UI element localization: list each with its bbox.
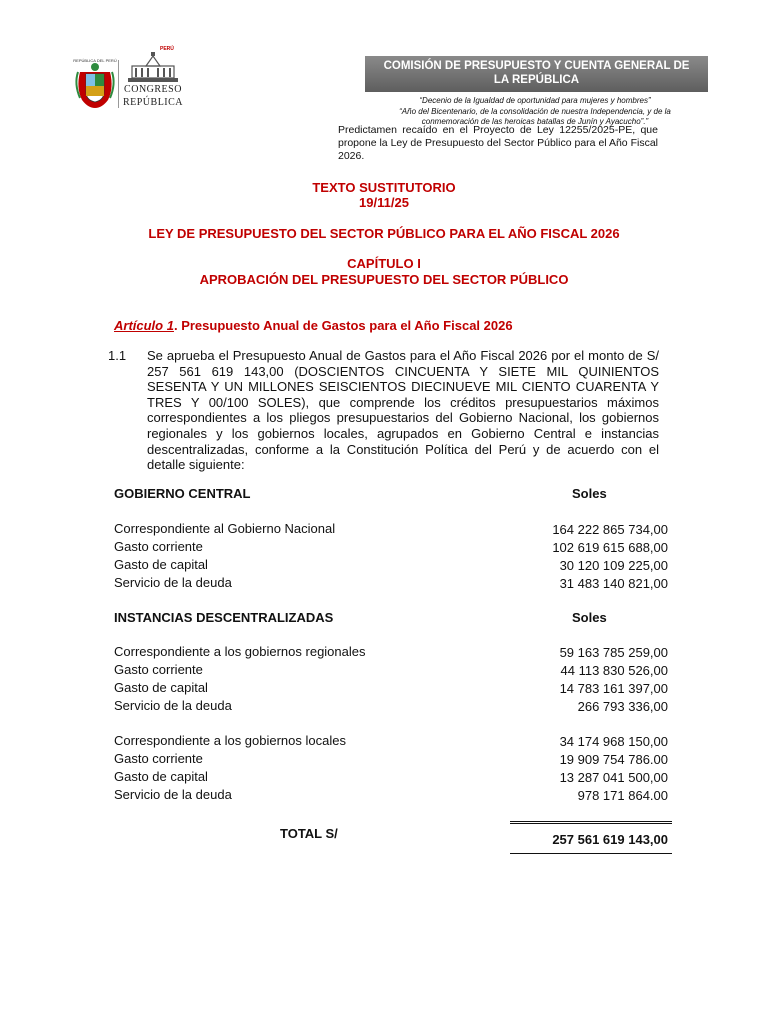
article-title-text: . Presupuesto Anual de Gastos para el Año Fiscal 2026 [173, 318, 513, 333]
total-double-rule [510, 821, 672, 824]
table-row-value: 30 120 109 225,00 [559, 558, 668, 573]
table-row-value: 102 619 615 688,00 [552, 540, 668, 555]
peru-coat-of-arms-icon [72, 58, 118, 110]
paragraph-number: 1.1 [108, 348, 127, 363]
law-title: LEY DE PRESUPUESTO DEL SECTOR PÚBLICO PARA EL AÑO FISCAL 2026 [148, 226, 620, 241]
peru-tag: PERÚ [160, 46, 174, 52]
gobierno-central-heading: GOBIERNO CENTRAL [114, 486, 251, 501]
table-row-label: Gasto de capital [114, 769, 208, 784]
total-bottom-rule [510, 853, 672, 854]
table-row-label: Gasto corriente [114, 662, 203, 677]
commission-banner [365, 56, 708, 92]
table-row-label: Servicio de la deuda [114, 575, 232, 590]
logo-divider [118, 60, 119, 108]
table-row-label: Gasto corriente [114, 751, 203, 766]
article-label: Artículo 1 [114, 318, 174, 333]
soles-column-heading: Soles [572, 610, 607, 625]
table-row-label: Gasto de capital [114, 557, 208, 572]
chapter-heading: CAPÍTULO I [347, 256, 421, 271]
table-row-value: 14 783 161 397,00 [559, 681, 668, 696]
table-row-value: 19 909 754 786.00 [559, 752, 668, 767]
commission-line-1: COMISIÓN DE PRESUPUESTO Y CUENTA GENERAL DE [383, 60, 690, 72]
table-row-value: 164 222 865 734,00 [552, 522, 668, 537]
table-row-value: 31 483 140 821,00 [559, 576, 668, 591]
table-row-value: 34 174 968 150,00 [559, 734, 668, 749]
chapter-title: APROBACIÓN DEL PRESUPUESTO DEL SECTOR PÚBLICO [199, 272, 569, 287]
table-row-label: Servicio de la deuda [114, 698, 232, 713]
article-title [114, 318, 513, 333]
table-row-value: 59 163 785 259,00 [559, 645, 668, 660]
total-value: 257 561 619 143,00 [552, 832, 668, 847]
table-row-label: Correspondiente a los gobiernos regionales [114, 644, 366, 659]
year-name: “Año del Bicentenario, de la consolidación de nuestra Independencia, y de la conmemoración de las heroicas batallas de Junín y Ayacucho”.” [399, 107, 671, 126]
paragraph-text: Se aprueba el Presupuesto Anual de Gastos para el Año Fiscal 2026 por el monto de S/ 257 561 619 143,00 (DOSCIENTOS CINCUENTA Y SIETE MIL QUINIENTOS SESENTA Y UN MILLONES SEISCIENTOS DIECINUEVE MIL CIENTO CUARENTA Y TRES Y 00/100 SOLES), que comprende los créditos presupuestarios máximos correspondientes a los pliegos presupuestarios del Gobierno Nacional, los gobiernos regionales y los gobiernos locales, agrupados en Gobierno Central e instancias descentralizadas, conforme a la Constitución Política del Perú y de acuerdo con el detalle siguiente: [147, 348, 659, 473]
table-row-label: Servicio de la deuda [114, 787, 232, 802]
table-row-label: Gasto de capital [114, 680, 208, 695]
decade-name: “Decenio de la Igualdad de oportunidad para mujeres y hombres” [419, 96, 651, 105]
texto-sustitutorio-heading: TEXTO SUSTITUTORIO [312, 180, 456, 195]
predictamen-note: Predictamen recaído en el Proyecto de Ley 12255/2025-PE, que propone la Ley de Presupuesto del Sector Público para el Año Fiscal 2026. [338, 124, 658, 162]
seal-caption: REPÚBLICA DEL PERÚ [73, 58, 117, 63]
instancias-heading: INSTANCIAS DESCENTRALIZADAS [114, 610, 334, 625]
table-row-value: 13 287 041 500,00 [559, 770, 668, 785]
total-label: TOTAL S/ [280, 826, 338, 841]
table-row-label: Correspondiente al Gobierno Nacional [114, 521, 336, 536]
table-row-label: Correspondiente a los gobiernos locales [114, 733, 346, 748]
soles-column-heading: Soles [572, 486, 607, 501]
republica-wordmark: REPÚBLICA [122, 97, 184, 108]
table-row-label: Gasto corriente [114, 539, 203, 554]
table-row-value: 266 793 336,00 [577, 699, 668, 714]
congreso-wordmark: CONGRESO [124, 84, 182, 95]
table-row-value: 44 113 830 526,00 [560, 663, 668, 678]
commission-line-2: LA REPÚBLICA [493, 74, 580, 86]
table-row-value: 978 171 864.00 [577, 788, 668, 803]
document-date: 19/11/25 [359, 195, 409, 210]
